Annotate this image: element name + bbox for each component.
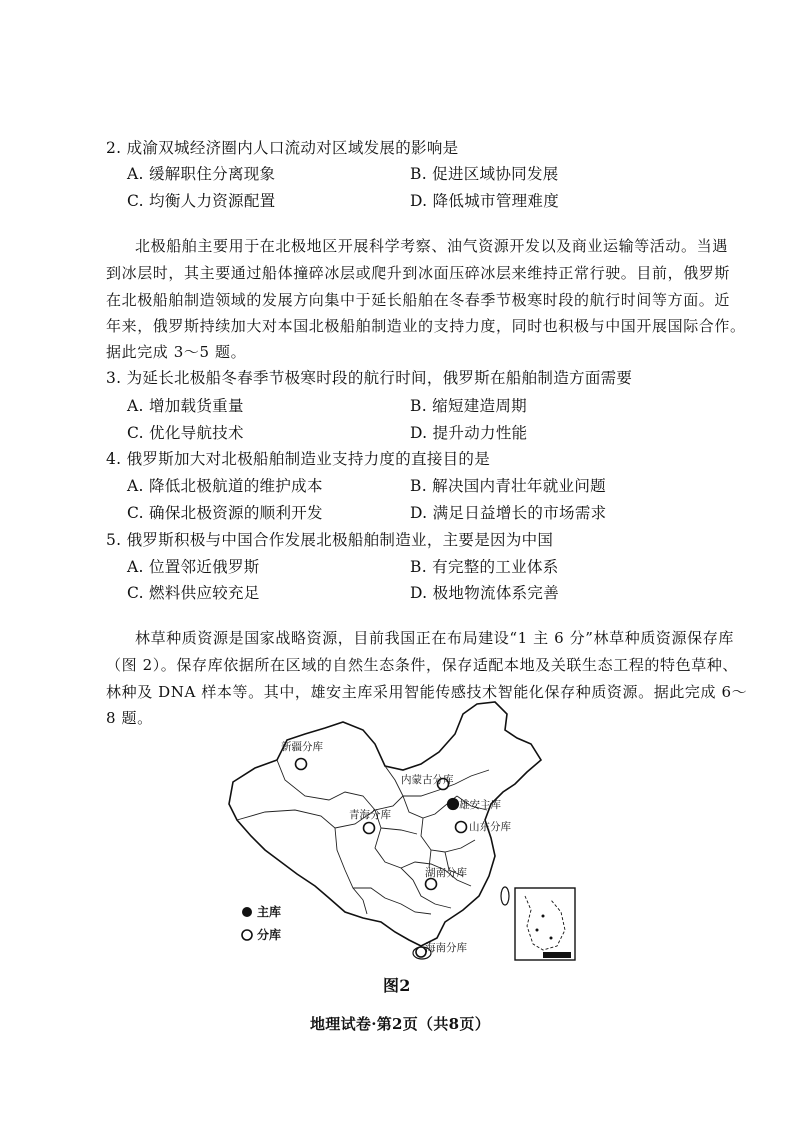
- q4-stem: 4. 俄罗斯加大对北极船舶制造业支持力度的直接目的是: [106, 450, 491, 468]
- page-footer: 地理试卷·第2页（共8页）: [310, 1015, 490, 1033]
- q3-stem: 3. 为延长北极船冬春季节极寒时段的航行时间，俄罗斯在船舶制造方面需要: [106, 369, 633, 387]
- q3-option-d: D. 提升动力性能: [410, 424, 528, 442]
- q3-option-c: C. 优化导航技术: [127, 424, 244, 442]
- legend-main-label: 主库: [257, 905, 282, 919]
- figure-caption: 图2: [383, 976, 411, 995]
- q2-option-b: B. 促进区域协同发展: [410, 165, 559, 183]
- q5-option-c: C. 燃料供应较充足: [127, 584, 260, 602]
- qinghai-branch-label: 青海分库: [349, 809, 391, 821]
- q2-option-c: C. 均衡人力资源配置: [127, 192, 276, 210]
- xinjiang-branch-label: 新疆分库: [281, 741, 323, 753]
- shandong-branch-marker: [456, 822, 467, 833]
- shandong-branch-label: 山东分库: [469, 821, 511, 833]
- q4-option-a: A. 降低北极航道的维护成本: [127, 477, 323, 495]
- xiongan-main-marker: [448, 799, 459, 810]
- passage2-line-4: 8 题。: [106, 709, 153, 727]
- qinghai-branch-marker: [364, 823, 375, 834]
- q5-stem: 5. 俄罗斯积极与中国合作发展北极船舶制造业，主要是因为中国: [106, 531, 554, 549]
- passage1-line-5: 据此完成 3～5 题。: [106, 343, 247, 361]
- hunan-branch-label: 湖南分库: [425, 867, 467, 879]
- passage2-line-3: 林种及 DNA 样本等。其中，雄安主库采用智能传感技术智能化保存种质资源。据此完成 6～: [106, 683, 748, 701]
- legend-branch-symbol: [242, 930, 252, 940]
- passage1-line-1: 北极船舶主要用于在北极地区开展科学考察、油气资源开发以及商业运输等活动。当遇: [135, 237, 728, 255]
- q5-option-a: A. 位置邻近俄罗斯: [127, 558, 260, 576]
- q5-option-d: D. 极地物流体系完善: [410, 584, 560, 602]
- q4-option-b: B. 解决国内青壮年就业问题: [410, 477, 606, 495]
- q4-option-d: D. 满足日益增长的市场需求: [410, 504, 607, 522]
- taiwan-island: [501, 887, 509, 905]
- passage2-line-1: 林草种质资源是国家战略资源，目前我国正在布局建设“1 主 6 分”林草种质资源保存库: [135, 629, 734, 647]
- map-legend: [242, 904, 281, 942]
- q5-option-b: B. 有完整的工业体系: [410, 558, 559, 576]
- passage1-line-3: 在北极船舶制造领域的发展方向集中于延长船舶在冬春季节极寒时段的航行时间等方面。近: [106, 291, 731, 309]
- passage1-line-4: 年来，俄罗斯持续加大对本国北极船舶制造业的支持力度，同时也积极与中国开展国际合作。: [106, 317, 746, 335]
- q2-stem: 2. 成渝双城经济圈内人口流动对区域发展的影响是: [106, 139, 459, 157]
- passage2-line-2: （图 2）。保存库依据所在区域的自然生态条件，保存适配本地及关联生态工程的特色草种、: [106, 656, 739, 674]
- china-map-figure: [225, 700, 585, 970]
- legend-branch-label: 分库: [257, 928, 282, 942]
- south-china-sea-inset: [515, 888, 575, 960]
- xiongan-main-label: 雄安主库: [459, 799, 501, 811]
- hunan-branch-marker: [426, 879, 437, 890]
- q4-option-c: C. 确保北极资源的顺利开发: [127, 504, 323, 522]
- q3-option-a: A. 增加载货重量: [127, 397, 244, 415]
- neimenggu-branch-label: 内蒙古分库: [401, 774, 454, 786]
- legend-main-symbol: [242, 907, 252, 917]
- passage1-line-2: 到冰层时，其主要通过船体撞碎冰层或爬升到冰面压碎冰层来维持正常行驶。目前，俄罗斯: [106, 264, 731, 282]
- q2-option-d: D. 降低城市管理难度: [410, 192, 560, 210]
- xinjiang-branch-marker: [296, 759, 307, 770]
- hainan-branch-label: 海南分库: [425, 942, 467, 954]
- q3-option-b: B. 缩短建造周期: [410, 397, 527, 415]
- q2-option-a: A. 缓解职住分离现象: [127, 165, 276, 183]
